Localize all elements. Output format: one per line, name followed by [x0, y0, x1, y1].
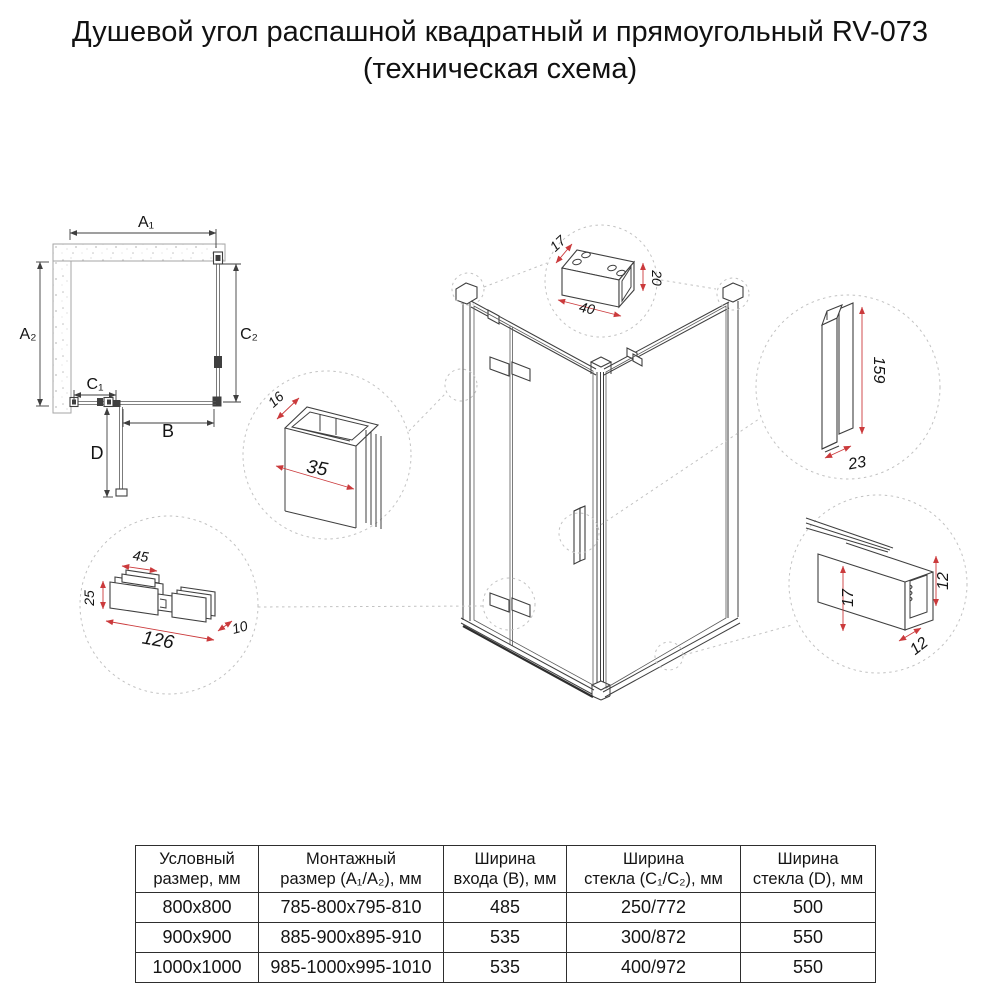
plan-view: [20, 214, 258, 497]
bracket-width-label: 40: [577, 298, 597, 318]
table-cell: 800x800: [136, 893, 259, 923]
hinge-profile-depth-label: 23: [846, 453, 868, 474]
plan-label-a1: A₁: [137, 214, 155, 231]
title-line2: (техническая схема): [362, 53, 638, 85]
connector-height-label: 25: [81, 590, 97, 606]
header-glass-width-d: Ширина стекла (D), мм: [741, 846, 876, 893]
plan-label-b: B: [161, 421, 175, 441]
table-cell: 500: [741, 893, 876, 923]
table-cell: 535: [444, 953, 567, 983]
table-cell: 900x900: [136, 923, 259, 953]
wall-profile-depth-label: 16: [264, 388, 287, 411]
header-mounting-size: Монтажный размер (A₁/A₂), мм: [259, 846, 444, 893]
hinge-profile-height-label: 159: [870, 356, 887, 384]
size-table: [135, 845, 876, 983]
table-cell: 535: [444, 923, 567, 953]
connector-length-label: 126: [140, 627, 176, 654]
table-row: [136, 893, 876, 923]
header-nominal-size: Условный размер, мм: [136, 846, 259, 893]
bottom-profile-glass-depth-label: 17: [840, 589, 857, 607]
bracket-height-label: 20: [649, 270, 665, 286]
bottom-profile-width-label: 12: [906, 634, 932, 659]
table-row: [136, 923, 876, 953]
table-cell: 250/772: [567, 893, 741, 923]
header-glass-width-c: Ширина стекла (C₁/C₂), мм: [567, 846, 741, 893]
wall-profile-width-label: 35: [304, 456, 330, 481]
detail-wall-profile: [243, 371, 411, 539]
connector-depth-label: 10: [230, 617, 250, 637]
header-entry-width: Ширина входа (B), мм: [444, 846, 567, 893]
table-cell: 485: [444, 893, 567, 923]
plan-label-c2: C₂: [240, 326, 258, 343]
table-cell: 885-900x895-910: [259, 923, 444, 953]
bracket-depth-label: 17: [546, 232, 569, 255]
plan-label-c1: C₁: [86, 376, 104, 393]
detail-leader-lines: [258, 263, 792, 655]
table-cell: 300/872: [567, 923, 741, 953]
table-cell: 1000x1000: [136, 953, 259, 983]
detail-hinge-profile: [756, 295, 940, 479]
iso-wall-posts: [456, 283, 743, 621]
iso-door-handle: [574, 506, 585, 564]
iso-corner-post: [592, 372, 610, 700]
detail-wall-bracket: [545, 225, 665, 337]
plan-walls: [53, 244, 225, 413]
table-cell: 400/972: [567, 953, 741, 983]
table-cell: 550: [741, 953, 876, 983]
plan-label-a2: A₂: [19, 326, 37, 343]
detail-glass-connector: [80, 516, 258, 694]
title-line1: Душевой угол распашной квадратный и прямоугольный RV-073: [71, 16, 929, 48]
bottom-profile-height-label: 12: [935, 572, 952, 590]
detail-bottom-profile: [789, 495, 967, 673]
table-cell: 550: [741, 923, 876, 953]
connector-top-width-label: 45: [131, 547, 150, 566]
table-row: [136, 953, 876, 983]
table-cell: 985-1000x995-1010: [259, 953, 444, 983]
plan-label-d: D: [90, 443, 104, 463]
table-cell: 785-800x795-810: [259, 893, 444, 923]
